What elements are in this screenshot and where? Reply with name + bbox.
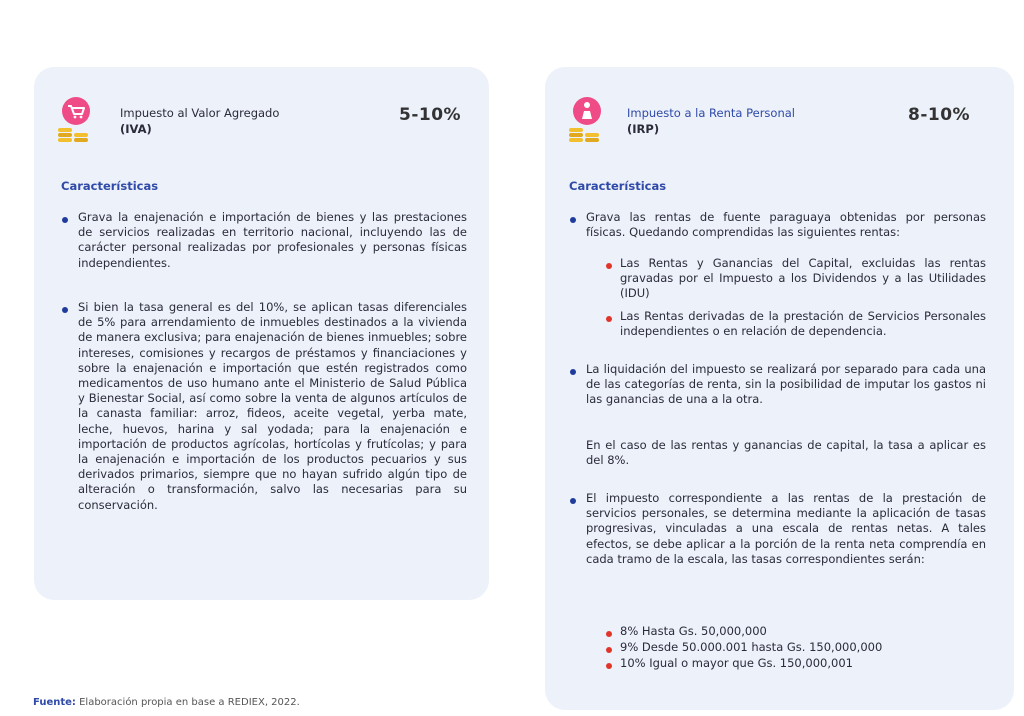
- bullet-icon: [62, 217, 68, 223]
- irp-bullet-2: La liquidación del impuesto se realizará por separado para cada una de las categorías de renta, sin la posibilidad de imputar los gastos ni las ganancias de una a la otra.: [586, 362, 986, 407]
- irp-sub-bullet-2: Las Rentas derivadas de la prestación de Servicios Personales independientes o en relación de dependencia.: [620, 309, 986, 339]
- bullet-icon: [570, 498, 576, 504]
- bullet-icon: [570, 217, 576, 223]
- rate-item: 10% Igual o mayor que Gs. 150,000,001: [620, 656, 853, 670]
- tax-name: Impuesto a la Renta Personal: [627, 106, 795, 120]
- bullet-icon: [606, 631, 612, 637]
- iva-card: [34, 67, 489, 600]
- bullet-icon: [606, 316, 612, 322]
- irp-sub-bullet-1: Las Rentas y Ganancias del Capital, excluidas las rentas gravadas por el Impuesto a los Dividendos y a las Utilidades (IDU): [620, 256, 986, 301]
- rate-item: 8% Hasta Gs. 50,000,000: [620, 624, 767, 638]
- bullet-icon: [570, 369, 576, 375]
- irp-bullet-3: El impuesto correspondiente a las rentas de la prestación de servicios personales, se determina mediante la aplicación de tasas progresivas, vinculadas a una escala de rentas netas. A tales efectos, se debe aplicar a la porción de la renta neta comprendía en cada tramo de la escala, las tasas correspondientes serán:: [586, 491, 986, 566]
- bullet-icon: [606, 263, 612, 269]
- tax-rate: 5-10%: [399, 105, 462, 125]
- iva-bullet-2: Si bien la tasa general es del 10%, se aplican tasas diferenciales de 5% para arrendamiento de inmuebles destinados a la vivienda de manera exclusiva; para enajenación de bienes inmuebles; sobre intereses, comisiones y recargos de préstamos y financiaciones y sobre la enajenación e importación que estén registrados como medicamentos de uso humano ante el Ministerio de Salud Pública y Bienestar Social, así como sobre la venta de algunos artículos de la canasta familiar: arroz, fideos, aceite vegetal, yerba mate, leche, huevos, harina y sal yodada; para la enajenación e importación de productos agrícolas, hortícolas y frutícolas; y para la enajenación e importación de los productos pecuarios y sus derivados primarios, siempre que no hayan sufrido algún tipo de alteración o transformación, salvo las necesarias para su conservación.: [78, 300, 467, 512]
- irp-bullet-1: Grava las rentas de fuente paraguaya obtenidas por personas físicas. Quedando comprendidas las siguientes rentas:: [586, 210, 986, 240]
- iva-bullet-1: Grava la enajenación e importación de bienes y las prestaciones de servicios realizadas en territorio nacional, incluyendo las de carácter personal realizadas por profesionales y personas físicas independientes.: [78, 210, 467, 270]
- bullet-icon: [606, 663, 612, 669]
- bullet-icon: [62, 307, 68, 313]
- source-label: Fuente:: [33, 697, 76, 708]
- tax-rate: 8-10%: [908, 105, 971, 125]
- irp-paragraph: En el caso de las rentas y ganancias de capital, la tasa a aplicar es del 8%.: [586, 438, 986, 468]
- source-note: [33, 697, 300, 708]
- source-text: Elaboración propia en base a REDIEX, 2022.: [79, 697, 300, 708]
- person-coins-icon: [567, 95, 607, 145]
- tax-code: (IVA): [120, 122, 152, 136]
- rate-item: 9% Desde 50.000.001 hasta Gs. 150,000,000: [620, 640, 883, 654]
- bullet-icon: [606, 647, 612, 653]
- section-title: Características: [61, 179, 159, 193]
- shopping-cart-coins-icon: [56, 95, 96, 145]
- section-title: Características: [569, 179, 667, 193]
- irp-card: [545, 67, 1014, 710]
- tax-code: (IRP): [627, 122, 660, 136]
- tax-name: Impuesto al Valor Agregado: [120, 106, 280, 120]
